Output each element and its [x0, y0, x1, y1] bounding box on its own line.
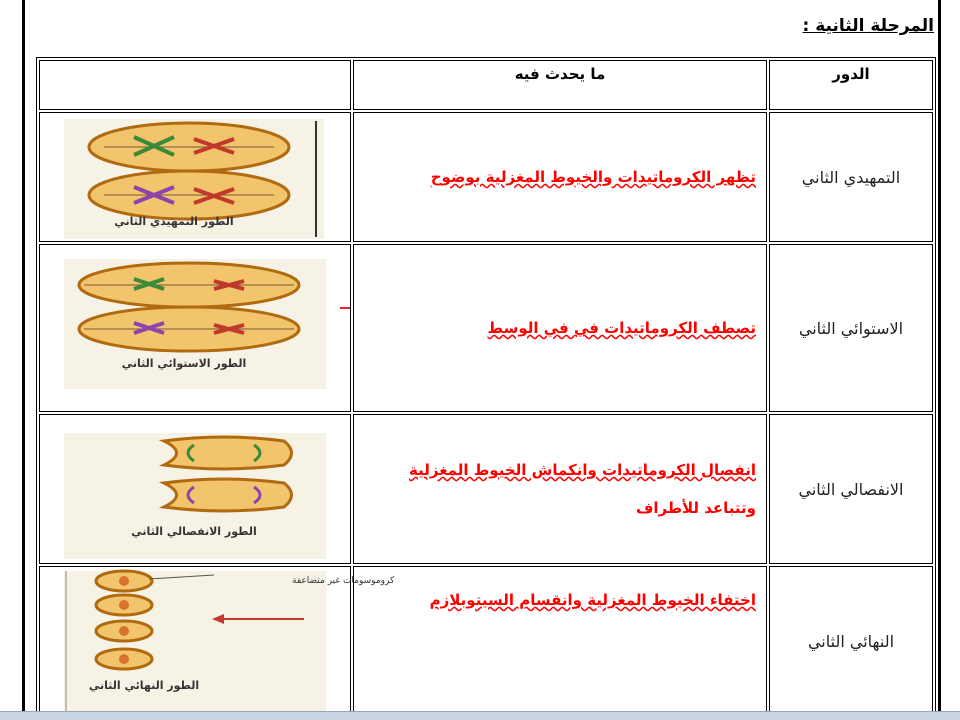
event-text: اختفاء الخيوط المغزلية وانقسام السيتوبلازم [429, 591, 756, 609]
table-row [39, 566, 933, 716]
anaphase-ii-figure [64, 433, 326, 559]
table-row [39, 414, 933, 564]
table-row [39, 112, 933, 242]
header-image [39, 60, 351, 110]
phase-name: التمهيدي الثاني [769, 112, 933, 242]
figure-cell [39, 566, 395, 716]
page-border-right [938, 0, 941, 720]
phase-description [353, 112, 767, 242]
figure-caption: الطور الاستوائي الثاني [121, 357, 247, 370]
phase-name: النهائي الثاني [769, 566, 933, 716]
figure-note: كروموسومات غير متضاعفة [292, 576, 395, 586]
figure-cell [39, 112, 351, 242]
phase-description [353, 566, 767, 716]
phase-description [353, 244, 767, 412]
figure-cell [39, 414, 351, 564]
pointer-mark [340, 307, 350, 309]
telophase-ii-figure [64, 571, 395, 716]
figure-caption: الطور النهائي الثاني [88, 679, 200, 692]
figure-caption: الطور الانفصالي الثاني [131, 525, 257, 538]
prophase-ii-figure [64, 119, 324, 239]
header-event: ما يحدث فيه [353, 60, 767, 110]
figure-caption: الطور التمهيدي الثاني [114, 215, 234, 228]
event-text-line1: انفصال الكروماتيدات وانكماش الخيوط المغزلية [409, 461, 756, 479]
event-text: تصطف الكروماتيدات في في الوسط [487, 319, 756, 337]
page-border-left [22, 0, 25, 720]
metaphase-ii-figure [64, 259, 326, 389]
phase-name: الانفصالي الثاني [769, 414, 933, 564]
phase-description [353, 414, 767, 564]
event-text: تظهر الكروماتيدات والخيوط المغزلية بوضوح [430, 168, 756, 186]
figure-cell [39, 244, 351, 412]
event-text-line2: وتتباعد للأطراف [635, 499, 756, 517]
header-phase: الدور [769, 60, 933, 110]
meiosis-stages-table [36, 57, 936, 719]
phase-name: الاستوائي الثاني [769, 244, 933, 412]
section-title: المرحلة الثانية : [802, 16, 934, 36]
header-row [39, 60, 933, 110]
window-bottom-bar [0, 711, 960, 720]
table-row [39, 244, 933, 412]
